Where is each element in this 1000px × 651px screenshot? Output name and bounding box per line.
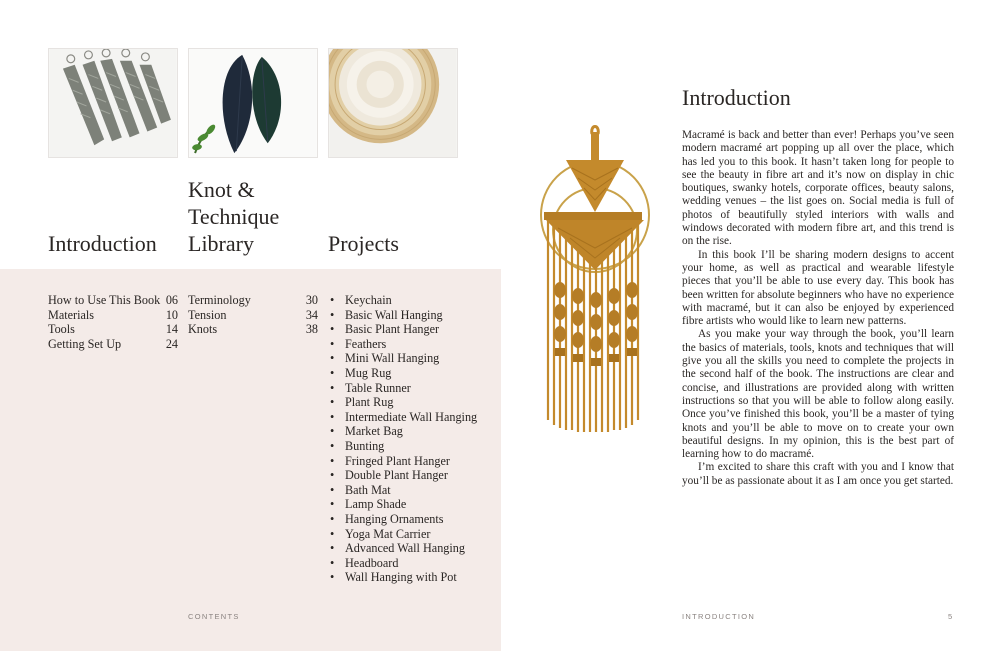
knot-library-toc-list (188, 293, 318, 337)
contents-heading-knot-technique-library (188, 176, 279, 257)
projects-toc-list (330, 293, 500, 585)
toc-item-page: 10 (165, 307, 178, 322)
project-label: Intermediate Wall Hanging (345, 409, 478, 424)
bullet: • (330, 526, 335, 541)
bullet: • (330, 541, 335, 556)
toc-item[interactable] (188, 293, 318, 308)
project-item[interactable] (330, 351, 500, 366)
toc-item-page: 30 (305, 293, 318, 307)
bullet: • (330, 482, 335, 497)
project-item[interactable] (330, 497, 500, 512)
mug-rug-photo (328, 48, 458, 158)
project-item[interactable] (330, 395, 500, 410)
contents-heading-projects: Projects (328, 231, 399, 256)
bullet: • (330, 351, 335, 366)
project-item[interactable] (330, 541, 500, 556)
project-label: Market Bag (345, 424, 403, 439)
project-label: Basic Plant Hanger (345, 322, 440, 337)
toc-item-label: How to Use This Book (48, 293, 161, 307)
body-paragraph: Macramé is back and better than ever! Perhaps you’ve seen modern macramé art popping up all over the place, which has led you to this book. It hasn’t taken long for people to see the beauty in fibre art and it’s now on display in chic boutiques, swanky hotels, corporate offices, beauty salons, wedding venues – the list goes on. Social media is full of photos of beautifully styled interiors with walls and windows decorated with modern fibre art, and this trend is on the rise. (682, 129, 954, 248)
wall-hanging-photo (540, 120, 650, 435)
heading-line: Library (188, 231, 254, 256)
toc-item[interactable] (48, 322, 178, 337)
bullet: • (330, 336, 335, 351)
toc-item-label: Materials (48, 307, 95, 322)
bullet: • (330, 468, 335, 483)
introduction-title: Introduction (682, 85, 791, 110)
project-item[interactable] (330, 439, 500, 454)
body-paragraph: I’m excited to share this craft with you and I know that you’ll be as passionate about it as I am once you get started. (682, 461, 954, 487)
toc-item[interactable] (48, 293, 178, 308)
page-number: 5 (948, 612, 954, 621)
feathers-image (189, 49, 317, 157)
toc-item[interactable] (48, 308, 178, 323)
wall-hanging-image (540, 120, 650, 435)
project-label: Advanced Wall Hanging (345, 541, 465, 556)
contents-footer: CONTENTS (188, 612, 240, 621)
project-item[interactable] (330, 483, 500, 498)
project-label: Basic Wall Hanging (345, 307, 443, 322)
introduction-toc-list (48, 293, 178, 351)
toc-item-label: Terminology (188, 293, 251, 307)
project-label: Hanging Ornaments (345, 511, 444, 526)
heading-line: Technique (188, 204, 280, 229)
toc-item-page: 34 (305, 307, 318, 322)
project-label: Wall Hanging with Pot (345, 570, 457, 585)
project-label: Feathers (345, 336, 387, 351)
project-label: Bunting (345, 438, 385, 453)
project-item[interactable] (330, 527, 500, 542)
project-label: Fringed Plant Hanger (345, 453, 450, 468)
project-item[interactable] (330, 410, 500, 425)
project-label: Headboard (345, 555, 399, 570)
project-label: Double Plant Hanger (345, 468, 448, 483)
bullet: • (330, 293, 335, 307)
toc-item-page: 06 (165, 293, 178, 307)
bullet: • (330, 395, 335, 410)
bullet: • (330, 511, 335, 526)
project-label: Keychain (345, 293, 392, 307)
toc-item-label: Knots (188, 322, 218, 337)
bullet: • (330, 497, 335, 512)
project-label: Mini Wall Hanging (345, 351, 440, 366)
keychains-image (49, 49, 177, 157)
toc-item-page: 24 (165, 336, 178, 351)
project-item[interactable] (330, 424, 500, 439)
toc-item[interactable] (48, 337, 178, 352)
toc-item-label: Tension (188, 307, 227, 322)
keychains-photo (48, 48, 178, 158)
bullet: • (330, 380, 335, 395)
project-label: Mug Rug (345, 365, 392, 380)
project-label: Yoga Mat Carrier (345, 526, 431, 541)
toc-item[interactable] (188, 322, 318, 337)
body-paragraph: In this book I’ll be sharing modern designs to accent your home, as well as practical and wearable lifestyle pieces that you’ll be able to use every day. This book has been written for absolute beginners who have no experience with macramé, but it can also be enjoyed by experienced fibre artists who would like to learn new patterns. (682, 248, 954, 328)
project-label: Bath Mat (345, 482, 391, 497)
mug-rug-image (329, 49, 457, 157)
toc-item-label: Getting Set Up (48, 336, 122, 351)
bullet: • (330, 307, 335, 322)
bullet: • (330, 555, 335, 570)
project-item[interactable] (330, 381, 500, 396)
project-label: Lamp Shade (345, 497, 407, 512)
toc-item-page: 38 (305, 322, 318, 337)
bullet: • (330, 438, 335, 453)
project-label: Plant Rug (345, 395, 394, 410)
bullet: • (330, 570, 335, 585)
toc-item-page: 14 (165, 322, 178, 337)
project-item[interactable] (330, 322, 500, 337)
bullet: • (330, 365, 335, 380)
feathers-photo (188, 48, 318, 158)
toc-item-label: Tools (48, 322, 75, 337)
project-label: Table Runner (345, 380, 411, 395)
project-item[interactable] (330, 468, 500, 483)
heading-line: Knot & (188, 177, 255, 202)
bullet: • (330, 453, 335, 468)
project-item[interactable] (330, 337, 500, 352)
project-item[interactable] (330, 293, 500, 308)
project-item[interactable] (330, 454, 500, 469)
project-item[interactable] (330, 512, 500, 527)
project-item[interactable] (330, 556, 500, 571)
bullet: • (330, 409, 335, 424)
introduction-footer: INTRODUCTION (682, 612, 756, 621)
project-item[interactable] (330, 308, 500, 323)
body-paragraph: As you make your way through the book, you’ll learn the basics of materials, tools, knots and techniques that will give you all the skills you need to complete the projects in the second half of the book. The instructions are clear and concise, and illustrations are provided along with written instructions so that you will be able to follow along easily. Once you’ve finished this book, you’ll be a master of tying knots and you’ll be able to move on to create your own beautiful designs. In my opinion, this is the best part of learning how to do macramé. (682, 328, 954, 461)
contents-heading-introduction: Introduction (48, 231, 157, 256)
toc-item[interactable] (188, 308, 318, 323)
bullet: • (330, 322, 335, 337)
project-item[interactable] (330, 366, 500, 381)
introduction-body (682, 129, 954, 488)
project-item[interactable] (330, 570, 500, 585)
bullet: • (330, 424, 335, 439)
